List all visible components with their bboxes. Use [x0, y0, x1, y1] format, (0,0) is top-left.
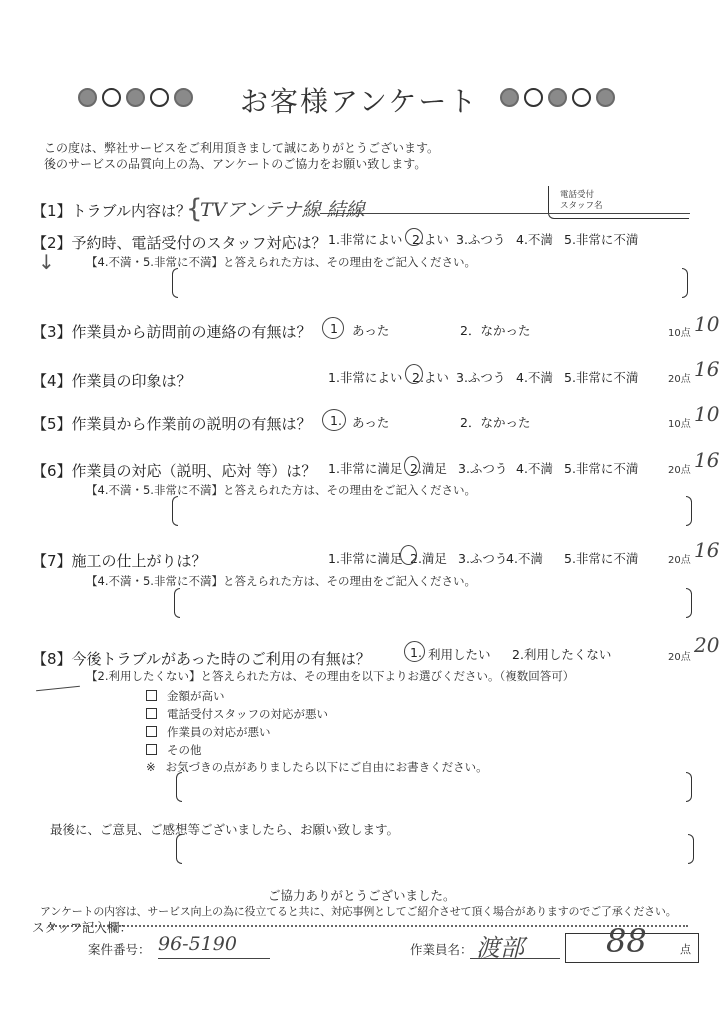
worker-name-label: 作業員名： — [410, 942, 473, 957]
q7-reason-prompt: 【4.不満・5.非常に不満】と答えられた方は、その理由をご記入ください。 — [86, 574, 476, 588]
q6-selected-circle — [404, 456, 420, 476]
q2-option-2: 2.よい — [412, 232, 449, 247]
q4-label: 【4】作業員の印象は？ — [32, 372, 192, 390]
q6-reason-prompt: 【4.不満・5.非常に不満】と答えられた方は、その理由をご記入ください。 — [86, 483, 476, 497]
worker-name-value: 渡部 — [476, 934, 524, 962]
q3-option-2: 2．なかった — [460, 323, 531, 338]
q8-points-label: 20点 — [668, 652, 691, 663]
open-dot-icon — [524, 88, 543, 107]
left-decorative-dots — [78, 88, 193, 107]
filled-dot-icon — [126, 88, 145, 107]
q5-score: 10 — [694, 402, 720, 426]
handwritten-dash — [36, 686, 80, 692]
page-title: お客様アンケート — [240, 85, 479, 118]
q4-option-3: 3.ふつう — [456, 370, 506, 385]
q8-option-1-label: 利用したい — [428, 647, 491, 662]
q7-points-label: 20点 — [668, 555, 691, 566]
q8-score: 20 — [694, 633, 720, 657]
q8-free-comment-field[interactable] — [176, 772, 692, 802]
checkbox-icon[interactable] — [146, 690, 157, 701]
footer-notice: アンケートの内容は、サービス向上の為に役立てると共に、対応事例としてご紹介させて頂く場合がありますのでご了承ください。 — [40, 905, 677, 918]
open-dot-icon — [102, 88, 121, 107]
filled-dot-icon — [500, 88, 519, 107]
filled-dot-icon — [548, 88, 567, 107]
q5-option-2: 2．なかった — [460, 415, 531, 430]
q3-option-1-number: 1 — [330, 321, 338, 336]
q6-option-2: 2.満足 — [410, 461, 447, 476]
q8-option-2: 2.利用したくない — [512, 647, 612, 662]
q5-option-1-number: 1. — [330, 413, 342, 428]
right-decorative-dots — [500, 88, 615, 107]
total-score-unit: 点 — [680, 943, 691, 956]
q8-reason-prompt: 【2.利用したくない】と答えられた方は、その理由を以下よりお選びください。（複数回答可） — [86, 669, 575, 683]
q2-reason-prompt: 【4.不満・5.非常に不満】と答えられた方は、その理由をご記入ください。 — [86, 255, 476, 269]
q2-label: 【2】予約時、電話受付のスタッフ対応は？ — [32, 234, 327, 252]
q6-option-4: 4.不満 — [516, 461, 553, 476]
worker-name-underline — [470, 958, 560, 959]
open-dot-icon — [150, 88, 169, 107]
q7-score: 16 — [694, 538, 720, 562]
q2-reason-field[interactable] — [172, 268, 688, 298]
footer-thanks: ご協力ありがとうございました。 — [268, 888, 456, 903]
staff-box-label-1: 電話受付 — [560, 190, 595, 200]
q6-label: 【6】作業員の対応（説明、応対 等）は？ — [32, 462, 317, 480]
closing-prompt: 最後に、ご意見、ご感想等ございましたら、お願い致します。 — [50, 822, 400, 837]
checkbox-icon[interactable] — [146, 744, 157, 755]
intro-line-2: 後のサービスの品質向上の為、アンケートのご協力をお願い致します。 — [44, 157, 427, 171]
q7-option-2: 2.満足 — [410, 551, 447, 566]
q6-score: 16 — [694, 448, 720, 472]
staff-box-label-2: スタッフ名 — [560, 201, 603, 211]
q6-option-1: 1.非常に満足 — [328, 461, 403, 476]
q3-score: 10 — [694, 312, 720, 336]
case-number-label: 案件番号： — [88, 942, 151, 957]
q5-option-1-label: あった — [352, 415, 390, 430]
q8-checklist-item-2[interactable]: 電話受付スタッフの対応が悪い — [146, 706, 328, 722]
q7-reason-field[interactable] — [174, 588, 692, 618]
filled-dot-icon — [78, 88, 97, 107]
q8-checklist-item-3[interactable]: 作業員の対応が悪い — [146, 724, 271, 740]
q6-reason-field[interactable] — [172, 496, 692, 526]
q6-option-5: 5.非常に不満 — [564, 461, 639, 476]
q6-option-3: 3.ふつう — [458, 461, 508, 476]
q5-selected-circle — [322, 409, 346, 431]
q8-option-1-number: 1. — [410, 645, 422, 660]
q2-option-3: 3.ふつう — [456, 232, 506, 247]
q1-answer-line — [320, 213, 690, 214]
checkbox-icon[interactable] — [146, 708, 157, 719]
q1-label: 【1】トラブル内容は？ — [32, 202, 191, 220]
q2-option-4: 4.不満 — [516, 232, 553, 247]
q4-option-4: 4.不満 — [516, 370, 553, 385]
q7-option-5: 5.非常に不満 — [564, 551, 639, 566]
checkbox-icon[interactable] — [146, 726, 157, 737]
staff-section-label: スタッフ記入欄： — [32, 920, 133, 935]
total-score-value: 88 — [606, 922, 647, 960]
q8-label: 【8】今後トラブルがあった時のご利用の有無は？ — [32, 650, 371, 668]
q1-handwritten-answer: TVアンテナ線 結線 — [200, 199, 365, 221]
q3-label: 【3】作業員から訪問前の連絡の有無は？ — [32, 323, 312, 341]
q7-selected-circle — [400, 545, 417, 565]
q4-selected-circle — [405, 364, 423, 384]
note-mark: ※ — [146, 760, 156, 774]
q4-score: 16 — [694, 357, 720, 381]
q4-option-1: 1.非常によい — [328, 370, 403, 385]
q5-points-label: 10点 — [668, 419, 691, 430]
q4-points-label: 20点 — [668, 374, 691, 385]
case-number-underline — [158, 958, 270, 959]
q8-checklist-item-4[interactable]: その他 — [146, 742, 202, 758]
q7-option-1: 1.非常に満足 — [328, 551, 403, 566]
q3-option-1-label: あった — [352, 323, 390, 338]
q8-note: ※ お気づきの点がありましたら以下にご自由にお書きください。 — [146, 760, 488, 774]
header — [70, 80, 670, 120]
q6-points-label: 20点 — [668, 465, 691, 476]
case-number-value: 96-5190 — [158, 933, 237, 955]
q8-selected-circle — [404, 641, 425, 662]
intro-line-1: この度は、弊社サービスをご利用頂きまして誠にありがとうございます。 — [44, 141, 440, 155]
handwritten-arrow-icon: ↓ — [38, 250, 55, 274]
q3-points-label: 10点 — [668, 328, 691, 339]
q2-selected-circle — [405, 228, 423, 246]
open-dot-icon — [572, 88, 591, 107]
closing-comment-field[interactable] — [176, 834, 694, 864]
q7-option-3: 3.ふつう — [458, 551, 508, 566]
q4-option-2: 2.よい — [412, 370, 449, 385]
q8-checklist-item-1[interactable]: 金額が高い — [146, 688, 225, 704]
q5-label: 【5】作業員から作業前の説明の有無は？ — [32, 415, 312, 433]
q2-option-5: 5.非常に不満 — [564, 232, 639, 247]
q2-option-1: 1.非常によい — [328, 232, 403, 247]
q7-option-4: 4.不満 — [506, 551, 543, 566]
footer-divider — [48, 925, 688, 927]
filled-dot-icon — [596, 88, 615, 107]
filled-dot-icon — [174, 88, 193, 107]
q7-label: 【7】施工の仕上がりは？ — [32, 552, 207, 570]
q3-selected-circle — [322, 317, 344, 339]
q4-option-5: 5.非常に不満 — [564, 370, 639, 385]
